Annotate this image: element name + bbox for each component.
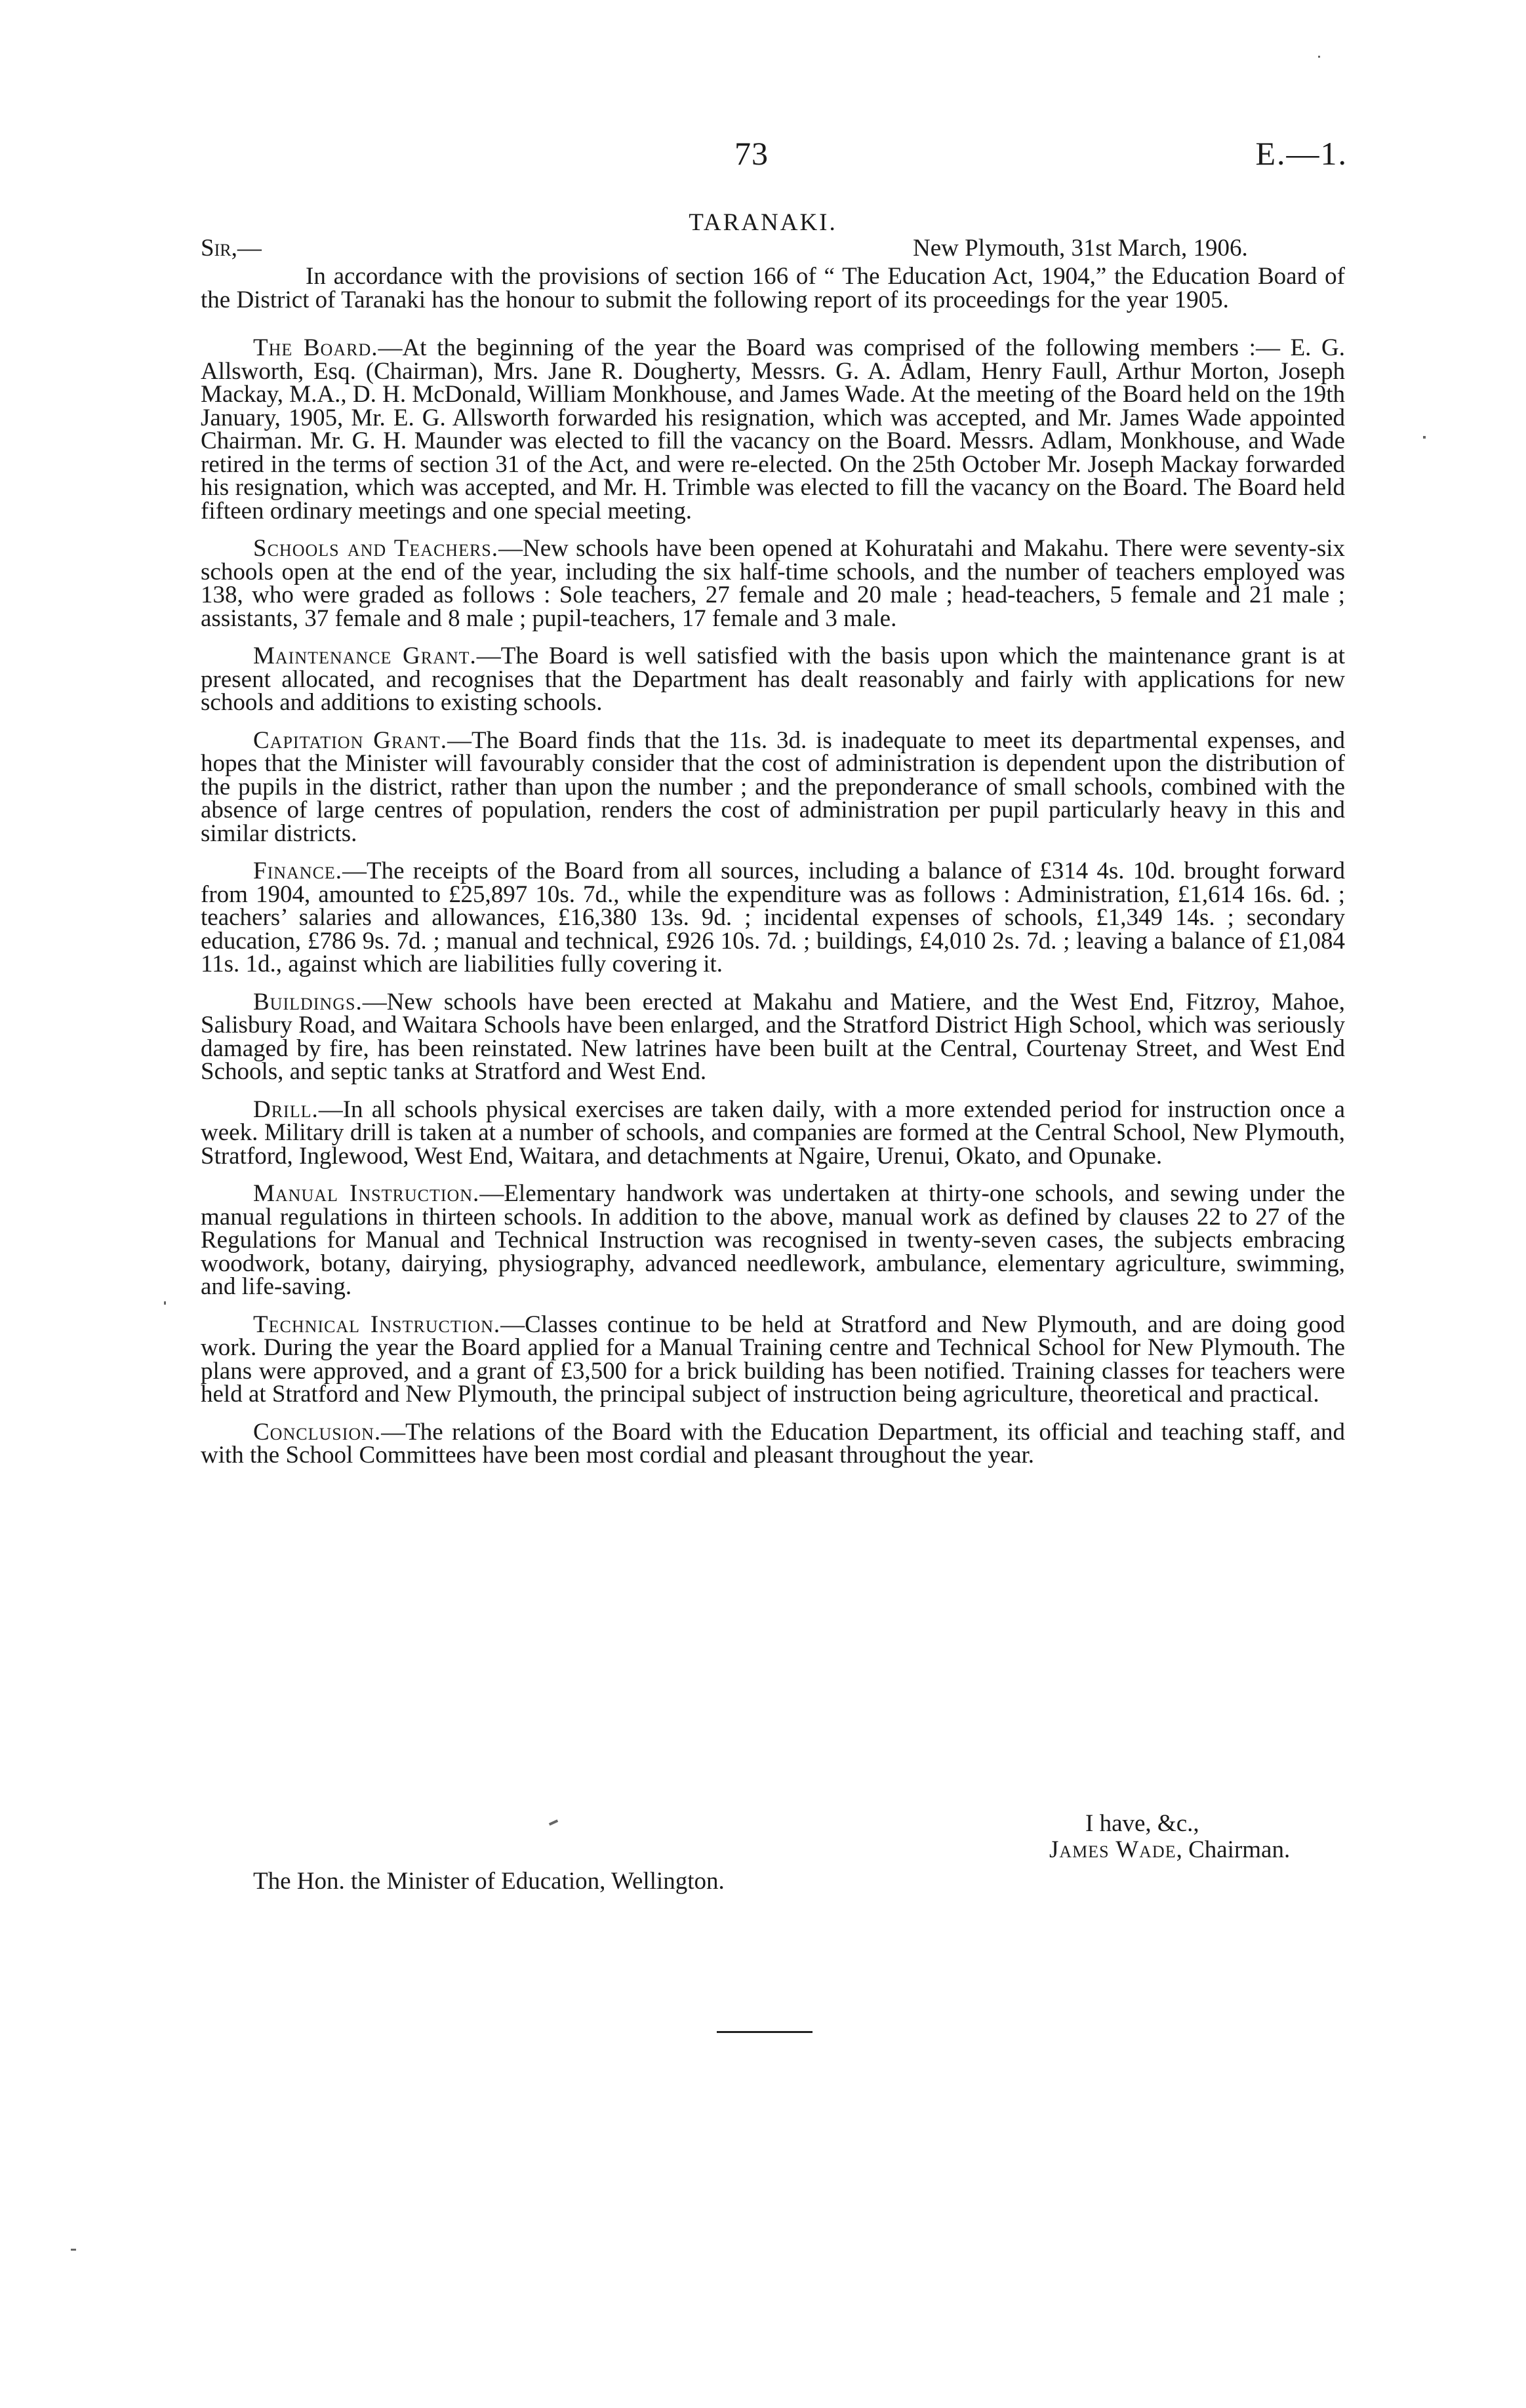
paragraph-heading: Technical Instruction. — [253, 1311, 501, 1338]
paragraph-capitation-grant — [201, 726, 1346, 847]
section-divider — [717, 2031, 813, 2033]
paragraph-heading: The Board. — [253, 334, 378, 361]
paragraph-heading: Drill. — [253, 1095, 319, 1123]
paragraph-maintenance-grant — [201, 644, 1345, 715]
paragraph-heading: Schools and Teachers. — [253, 535, 499, 562]
complimentary-close: I have, &c., — [1085, 1810, 1199, 1837]
paragraph-text: —Classes continue to be held at Stratford and New Plymouth, and are doing good work. During the year the Board applied for a Manual Training centre and Technical School for New Plymouth. The plans were approved, and a grant of £3,500 for a brick building has been notified. Training classes for teachers were held at Stratford and New Plymouth, the principal subject of instruction being agriculture, theoretical and practical. — [201, 1311, 1346, 1408]
salutation: Sir,— — [201, 235, 262, 262]
paragraph-technical-instruction — [201, 1313, 1345, 1406]
scan-speck — [549, 1819, 558, 1826]
paragraph-text: —The Board finds that the 11s. 3d. is inadequate to meet its departmental expenses, and hopes that the Minister will favourably consider that the cost of administration is dependent upon the distribution of the pupils in the district, rather than upon the number ; and the preponderance of small schools, combined with the absence of large centres of population, renders the cost of administration per pupil particularly heavy in this and similar districts. — [201, 726, 1346, 847]
paragraph-heading: Buildings. — [253, 988, 363, 1016]
paragraph-buildings — [201, 988, 1345, 1085]
signatory-title: , Chairman. — [1176, 1836, 1291, 1863]
paragraph-drill — [201, 1095, 1345, 1170]
page-number: 73 — [734, 135, 769, 172]
signature — [1049, 1836, 1290, 1864]
scan-speck — [1423, 436, 1426, 439]
paragraph-heading: Finance. — [253, 858, 343, 884]
addressee: The Hon. the Minister of Education, Wellington. — [253, 1868, 725, 1895]
paragraph-text: —The receipts of the Board from all sources, including a balance of £314 4s. 10d. brought forward from 1904, amounted to £25,897 10s. 7d., while the expenditure was as follows : Administration, £1,614 16s. 6d. ; teachers’ salaries and allowances, £16,380 13s. 9d. ; incidental expenses of schools, £1,349 14s. ; secondary education, £786 9s. 7d. ; manual and technical, £926 10s. 7d. ; buildings, £4,010 2s. 7d. ; leaving a balance of £1,084 11s. 1d., against which are liabilities fully covering it. — [201, 858, 1345, 977]
paragraph-text: —In all schools physical exercises are taken daily, with a more extended period for instruction once a week. Military drill is taken at a number of schools, and companies are formed at the Central School, New Plymouth, Stratford, Inglewood, West End, Waitara, and detachments at Ngaire, Urenui, Okato, and Opunake. — [201, 1095, 1345, 1170]
scan-speck — [164, 1301, 166, 1305]
letter-body — [201, 265, 1345, 1482]
paragraph-text: —New schools have been erected at Makahu and Matiere, and the West End, Fitzroy, Mahoe, Salisbury Road, and Waitara Schools have been enlarged, and the Stratford District High School, which was seriously damaged by fire, has been reinstated. New latrines have been built at the Central, Courtenay Street, and West End Schools, and septic tanks at Stratford and West End. — [201, 988, 1345, 1085]
document-code: E.—1. — [1255, 135, 1348, 172]
paragraph-text: —At the beginning of the year the Board was comprised of the following members :— E. G. Allsworth, Esq. (Chairman), Mrs. Jane R. Dougherty, Messrs. G. A. Adlam, Henry Faull, Arthur Morton, Joseph Mackay, M.A., D. H. McDonald, William Monkhouse, and James Wade. At the meeting of the Board held on the 19th January, 1905, Mr. E. G. Allsworth forwarded his resignation, which was accepted, and Mr. James Wade appointed Chairman. Mr. G. H. Maunder was elected to fill the vacancy on the Board. Messrs. Adlam, Monkhouse, and Wade retired in the terms of section 31 of the Act, and were re-elected. On the 25th October Mr. Joseph Mackay forwarded his resignation, which was accepted, and Mr. H. Trimble was elected to fill the vacancy on the Board. The Board held fifteen ordinary meetings and one special meeting. — [201, 334, 1345, 524]
paragraph-manual-instruction — [201, 1182, 1345, 1299]
paragraph-heading: Conclusion. — [253, 1418, 382, 1446]
paragraph-heading: Manual Instruction. — [253, 1180, 480, 1207]
paragraph-finance — [201, 859, 1345, 976]
paragraph-the-board — [201, 336, 1345, 523]
paragraph-text: —The relations of the Board with the Education Department, its official and teaching staff, and with the School Committees have been most cordial and pleasant throughout the year. — [201, 1418, 1345, 1469]
scan-speck — [1318, 56, 1320, 58]
paragraph-text: —The Board is well satisfied with the basis upon which the maintenance grant is at present allocated, and recognises that the Department has dealt reasonably and fairly with applications for new schools and additions to existing schools. — [201, 642, 1345, 716]
intro-paragraph: In accordance with the provisions of section 166 of “ The Education Act, 1904,” the Education Board of the District of Taranaki has the honour to submit the following report of its proceedings for the year 1905. — [201, 263, 1345, 313]
letter-title: TARANAKI. — [689, 209, 837, 236]
scan-speck — [71, 2249, 76, 2251]
paragraph-text: —New schools have been opened at Kohuratahi and Makahu. There were seventy-six schools open at the end of the year, including the six half-time schools, and the number of teachers employed was 138, who were graded as follows : Sole teachers, 27 female and 20 male ; head-teachers, 5 female and 21 male ; assistants, 37 female and 8 male ; pupil-teachers, 17 female and 3 male. — [201, 535, 1345, 632]
paragraph-heading: Maintenance Grant. — [253, 642, 477, 669]
paragraph-heading: Capitation Grant. — [253, 726, 447, 754]
paragraph-text: —Elementary handwork was undertaken at thirty-one schools, and sewing under the manual regulations in thirteen schools. In addition to the above, manual work as defined by clauses 22 to 27 of the Regulations for Manual and Technical Instruction was recognised in twenty-seven cases, the subjects embracing woodwork, botany, dairying, physiography, advanced needlework, ambulance, elementary agriculture, swimming, and life-saving. — [201, 1180, 1345, 1300]
paragraph-schools-and-teachers — [201, 537, 1345, 630]
signatory-name: James Wade — [1049, 1836, 1176, 1863]
paragraph-conclusion — [201, 1418, 1345, 1469]
place-date: New Plymouth, 31st March, 1906. — [913, 235, 1248, 262]
